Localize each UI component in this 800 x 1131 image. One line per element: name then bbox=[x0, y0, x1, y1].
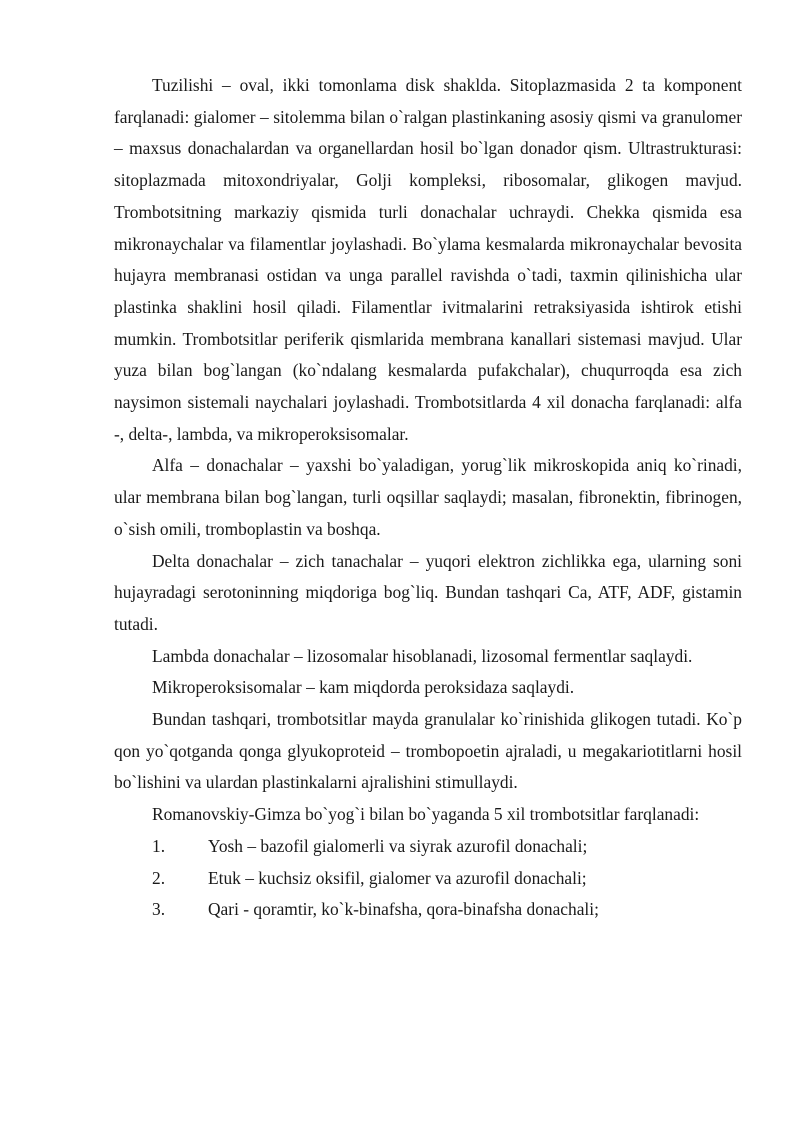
list-item bbox=[114, 894, 742, 926]
list-number: 1. bbox=[152, 835, 166, 856]
paragraph-microperoxisomes: Mikroperoksisomalar – kam miqdorda peroksidaza saqlaydi. bbox=[152, 677, 575, 698]
list-item bbox=[114, 831, 742, 863]
paragraph-romanovsky-giemsa: Romanovskiy-Gimza bo`yog`i bilan bo`yaganda 5 xil trombotsitlar farqlanadi: bbox=[152, 804, 700, 825]
paragraph-structure: Tuzilishi – oval, ikki tomonlama disk shaklda. Sitoplazmasida 2 ta komponent farqlanadi: gialomer – sitolemma bilan o`ralgan plastinkaning asosiy qismi va granulomer – maxsus donachalardan va organellardan hosil bo`lgan donador qism. Ultrastrukturasi: sitoplazmada mitoxondriyalar, Golji kompleksi, ribosomalar, glikogen mavjud. Trombotsitning markaziy qismida turli donachalar uchraydi. Chekka qismida esa mikronaychalar va filamentlar joylashadi. Bo`ylama kesmalarda mikronaychalar bevosita hujayra membranasi ostidan va unga parallel ravishda o`tadi, taxmin qilinishicha ular plastinka shaklini hosil qiladi. Filamentlar ivitmalarini retraksiyasida ishtirok etishi mumkin. Trombotsitlar periferik qismlarida membrana kanallari sistemasi mavjud. Ular yuza bilan bog`langan (ko`ndalang kesmalarda pufakchalar), chuqurroqda esa zich naysimon sistemali naychalari joylashadi. Trombotsitlarda 4 xil donacha farqlanadi: alfa -, delta-, lambda, va mikroperoksisomalar. bbox=[114, 75, 742, 444]
list-text: Yosh – bazofil gialomerli va siyrak azurofil donachali; bbox=[208, 835, 588, 856]
paragraph-glycogen: Bundan tashqari, trombotsitlar mayda granulalar ko`rinishida glikogen tutadi. Ko`p qon yo`qotganda qonga glyukoproteid – trombopoetin ajraladi, u megakariotitlarni hosil bo`lishini va ulardan plastinkalarni ajralishini stimullaydi. bbox=[114, 709, 742, 793]
paragraph-alfa-granules: Alfa – donachalar – yaxshi bo`yaladigan, yorug`lik mikroskopida aniq ko`rinadi, ular membrana bilan bog`langan, turli oqsillar saqlaydi; masalan, fibronektin, fibrinogen, o`sish omili, tromboplastin va boshqa. bbox=[114, 455, 742, 539]
document-page bbox=[114, 70, 742, 926]
paragraph-delta-granules: Delta donachalar – zich tanachalar – yuqori elektron zichlikka ega, ularning soni hujayradagi serotoninning miqdoriga bog`liq. Bundan tashqari Ca, ATF, ADF, gistamin tutadi. bbox=[114, 550, 742, 634]
list-item bbox=[114, 863, 742, 895]
list-text: Qari - qoramtir, ko`k-binafsha, qora-binafsha donachali; bbox=[208, 899, 599, 920]
list-number: 3. bbox=[152, 899, 166, 920]
paragraph-lambda-granules: Lambda donachalar – lizosomalar hisoblanadi, lizosomal fermentlar saqlaydi. bbox=[152, 645, 693, 666]
list-number: 2. bbox=[152, 867, 166, 888]
list-text: Etuk – kuchsiz oksifil, gialomer va azurofil donachali; bbox=[208, 867, 587, 888]
